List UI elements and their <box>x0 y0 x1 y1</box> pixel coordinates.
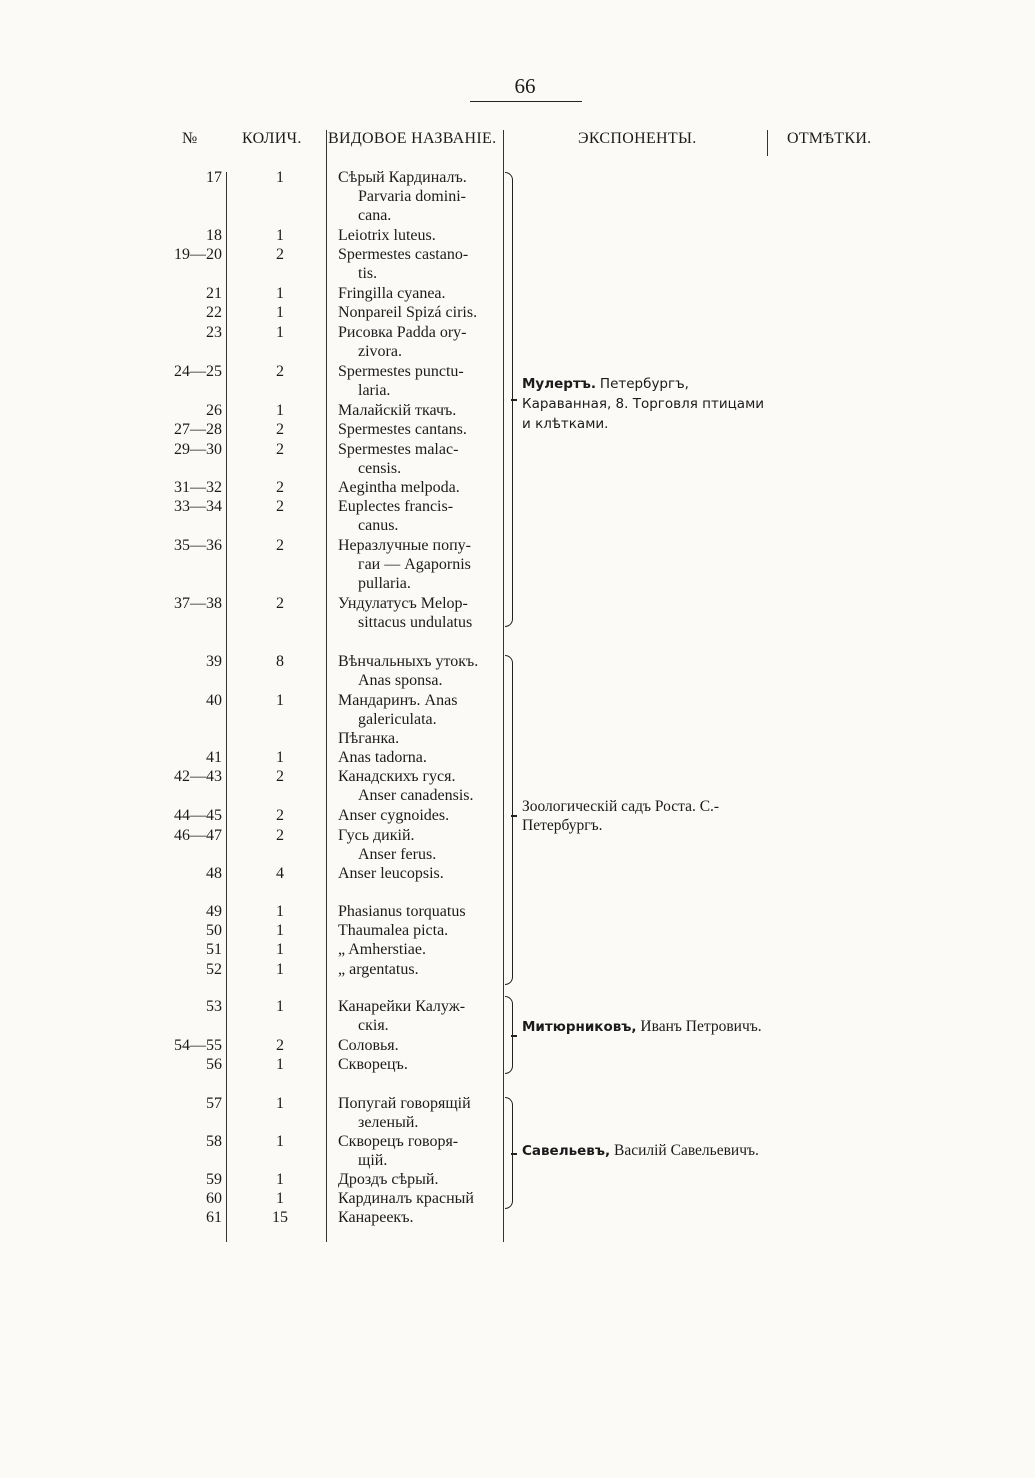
species-name: Скворецъ. <box>338 1056 408 1073</box>
page-number: 66 <box>514 74 536 98</box>
species-name: Кардиналъ красный <box>338 1190 474 1207</box>
row-quantity: 2 <box>276 246 284 263</box>
row-quantity: 1 <box>276 1133 284 1150</box>
species-name: Неразлучные попу- <box>338 537 471 554</box>
species-name: Nonpareil Spizá ciris. <box>338 304 478 321</box>
row-number: 57 <box>206 1095 222 1112</box>
row-number: 29—30 <box>174 441 222 458</box>
column-rule-2 <box>326 130 327 1242</box>
row-quantity: 1 <box>276 749 284 766</box>
row-quantity: 2 <box>276 441 284 458</box>
row-number: 35—36 <box>174 537 222 554</box>
row-quantity: 2 <box>276 421 284 438</box>
species-name-continued: Anas sponsa. <box>358 672 443 689</box>
row-number: 51 <box>206 941 222 958</box>
row-number: 50 <box>206 922 222 939</box>
species-name: Пѣганка. <box>338 730 400 747</box>
header-num: № <box>182 130 198 147</box>
row-quantity: 2 <box>276 479 284 496</box>
species-name: Дроздъ сѣрый. <box>338 1171 439 1188</box>
exhibitor-text: Зоологическій садъ Роста. С.-Петербургъ. <box>522 798 720 834</box>
species-name: Fringilla cyanea. <box>338 285 446 302</box>
species-name: Сѣрый Кардиналъ. <box>338 169 467 186</box>
row-quantity: 2 <box>276 1037 284 1054</box>
row-quantity: 1 <box>276 1056 284 1073</box>
row-quantity: 1 <box>276 285 284 302</box>
row-quantity: 2 <box>276 363 284 380</box>
row-quantity: 1 <box>276 692 284 709</box>
row-quantity: 1 <box>276 941 284 958</box>
row-number: 27—28 <box>174 421 222 438</box>
row-quantity: 1 <box>276 998 284 1015</box>
row-number: 19—20 <box>174 246 222 263</box>
brace-tip-4 <box>511 1153 517 1155</box>
species-name: Anas tadorna. <box>338 749 427 766</box>
species-name: Канарейки Калуж- <box>338 998 466 1015</box>
exhibitor-4 <box>522 1141 767 1161</box>
species-name: Попугай говорящій <box>338 1095 471 1112</box>
row-quantity: 4 <box>276 865 284 882</box>
species-name: „ Amherstiae. <box>338 941 426 958</box>
species-name: Рисовка Padda ory- <box>338 324 467 341</box>
exhibitor-1 <box>522 374 767 434</box>
row-quantity: 1 <box>276 304 284 321</box>
row-number: 17 <box>206 169 222 186</box>
row-number: 48 <box>206 865 222 882</box>
row-number: 37—38 <box>174 595 222 612</box>
row-quantity: 2 <box>276 807 284 824</box>
exhibitor-name: Мулертъ. <box>522 376 597 392</box>
species-name-continued: Anser canadensis. <box>358 787 474 804</box>
species-name: Spermestes malac- <box>338 441 459 458</box>
row-number: 61 <box>206 1209 222 1226</box>
species-name: Anser leucopsis. <box>338 865 444 882</box>
species-name-continued: sittacus undulatus <box>358 614 473 631</box>
row-quantity: 2 <box>276 768 284 785</box>
row-number: 40 <box>206 692 222 709</box>
row-quantity: 8 <box>276 653 284 670</box>
exhibitor-2 <box>522 797 767 835</box>
species-name: Гусь дикій. <box>338 827 415 844</box>
row-quantity: 1 <box>276 1095 284 1112</box>
row-number: 26 <box>206 402 222 419</box>
exhibitor-text: Иванъ Петровичъ. <box>640 1018 762 1035</box>
species-name: Вѣнчальныхъ утокъ. <box>338 653 479 670</box>
row-number: 22 <box>206 304 222 321</box>
species-name-continued: canus. <box>358 517 399 534</box>
header-name: ВИДОВОЕ НАЗВАНІЕ. <box>328 130 497 147</box>
row-number: 23 <box>206 324 222 341</box>
brace-tip-2 <box>511 815 517 817</box>
species-name: Thaumalea picta. <box>338 922 449 939</box>
brace-tip-1 <box>511 399 517 401</box>
species-name-continued: galericulata. <box>358 711 437 728</box>
row-number: 53 <box>206 998 222 1015</box>
row-quantity: 1 <box>276 922 284 939</box>
row-number: 18 <box>206 227 222 244</box>
row-number: 42—43 <box>174 768 222 785</box>
row-quantity: 1 <box>276 227 284 244</box>
row-quantity: 2 <box>276 595 284 612</box>
species-name-continued: Anser ferus. <box>358 846 437 863</box>
species-name: Aegintha melpoda. <box>338 479 460 496</box>
header-notes: ОТМѢТКИ. <box>787 130 872 147</box>
row-number: 24—25 <box>174 363 222 380</box>
species-name-continued: Parvaria domini- <box>358 188 466 205</box>
species-name-continued: pullaria. <box>358 575 411 592</box>
species-name: Скворецъ говоря- <box>338 1133 459 1150</box>
row-number: 41 <box>206 749 222 766</box>
species-name-continued: tis. <box>358 265 378 282</box>
header-exhibitors: ЭКСПОНЕНТЫ. <box>578 130 697 147</box>
species-name: Spermestes cantans. <box>338 421 467 438</box>
species-name: Канареекъ. <box>338 1209 414 1226</box>
species-name-continued: зеленый. <box>358 1114 419 1131</box>
row-quantity: 1 <box>276 961 284 978</box>
row-number: 60 <box>206 1190 222 1207</box>
row-number: 31—32 <box>174 479 222 496</box>
row-quantity: 1 <box>276 169 284 186</box>
row-quantity: 2 <box>276 827 284 844</box>
species-name-continued: laria. <box>358 382 391 399</box>
row-number: 58 <box>206 1133 222 1150</box>
exhibitor-3 <box>522 1017 767 1037</box>
row-quantity: 1 <box>276 903 284 920</box>
brace-group-2 <box>505 655 513 985</box>
species-name: Spermestes castano- <box>338 246 469 263</box>
row-number: 33—34 <box>174 498 222 515</box>
column-rule-4 <box>767 130 768 156</box>
row-number: 59 <box>206 1171 222 1188</box>
exhibitor-text: Василій Савельевичъ. <box>614 1142 759 1159</box>
row-quantity: 1 <box>276 324 284 341</box>
species-name-continued: щій. <box>358 1152 388 1169</box>
row-number: 56 <box>206 1056 222 1073</box>
species-name-continued: скія. <box>358 1017 389 1034</box>
species-name: Anser cygnoides. <box>338 807 450 824</box>
column-rule-1 <box>226 172 227 1242</box>
row-number: 54—55 <box>174 1037 222 1054</box>
exhibitor-text: Петербургъ, Караванная, 8. Торговля птицами и клѣтками. <box>522 376 765 432</box>
row-number: 49 <box>206 903 222 920</box>
exhibitor-name: Митюрниковъ, <box>522 1019 637 1035</box>
row-number: 39 <box>206 653 222 670</box>
species-name-continued: гаи — Agapornis <box>358 556 471 573</box>
row-quantity: 1 <box>276 1190 284 1207</box>
row-number: 44—45 <box>174 807 222 824</box>
row-quantity: 2 <box>276 498 284 515</box>
species-name: Euplectes francis- <box>338 498 454 515</box>
row-number: 52 <box>206 961 222 978</box>
species-name: Мандаринъ. Anas <box>338 692 458 709</box>
exhibitor-name: Савельевъ, <box>522 1143 611 1159</box>
species-name-continued: cana. <box>358 207 392 224</box>
species-name: Малайскій ткачъ. <box>338 402 457 419</box>
row-quantity: 1 <box>276 1171 284 1188</box>
species-name: Канадскихъ гуся. <box>338 768 456 785</box>
species-name-continued: zivora. <box>358 343 402 360</box>
species-name: Leiotrix luteus. <box>338 227 436 244</box>
row-number: 21 <box>206 285 222 302</box>
row-quantity: 1 <box>276 402 284 419</box>
row-quantity: 2 <box>276 537 284 554</box>
brace-tip-3 <box>511 1035 517 1037</box>
header-qty: КОЛИЧ. <box>242 130 302 147</box>
species-name: „ argentatus. <box>338 961 419 978</box>
species-name: Ундулатусъ Melop- <box>338 595 468 612</box>
species-name: Phasianus torquatus <box>338 903 466 920</box>
row-number: 46—47 <box>174 827 222 844</box>
species-name: Соловья. <box>338 1037 399 1054</box>
species-name-continued: censis. <box>358 460 402 477</box>
page-number-rule <box>470 101 582 102</box>
row-quantity: 15 <box>272 1209 288 1226</box>
species-name: Spermestes punctu- <box>338 363 464 380</box>
